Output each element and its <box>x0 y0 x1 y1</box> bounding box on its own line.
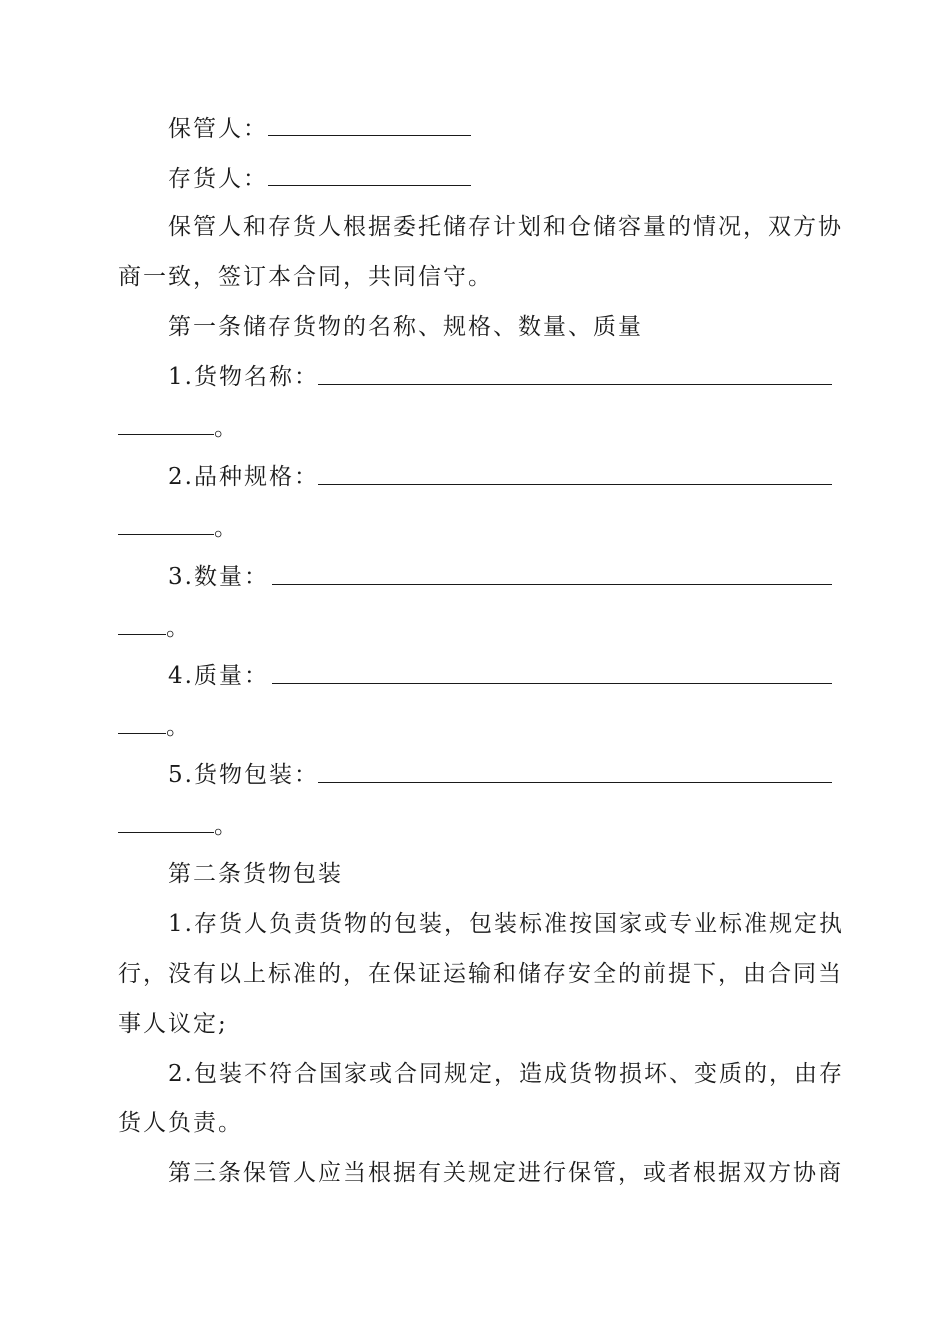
intro-line-2: 商一致，签订本合同，共同信守。 <box>118 264 493 290</box>
item-4-continuation <box>118 711 191 742</box>
article-2-title: 第二条货物包装 <box>168 861 343 887</box>
item-2-period: 。 <box>214 515 239 541</box>
article-1-title: 第一条储存货物的名称、规格、数量、质量 <box>168 314 643 340</box>
item-2-continuation <box>118 512 239 543</box>
item-1-label: 1.货物名称： <box>168 364 319 390</box>
item-4-blank-2[interactable] <box>118 711 166 734</box>
item-5-label: 5.货物包装： <box>168 762 319 788</box>
item-3-label: 3.数量： <box>168 564 269 590</box>
item-1-continuation <box>118 412 239 443</box>
item-1-blank[interactable] <box>318 362 832 385</box>
item-2-label: 2.品种规格： <box>168 464 319 490</box>
item-2-blank-2[interactable] <box>118 512 214 535</box>
article-3-line-1: 第三条保管人应当根据有关规定进行保管，或者根据双方协商 <box>168 1160 843 1186</box>
item-3-line <box>168 562 269 592</box>
item-1-period: 。 <box>214 415 239 441</box>
item-3-blank-2[interactable] <box>118 612 166 635</box>
article-2-para-2-line-2: 货人负责。 <box>118 1110 243 1136</box>
item-1-blank-2[interactable] <box>118 412 214 435</box>
article-2-para-2-line-1: 2.包装不符合国家或合同规定，造成货物损坏、变质的，由存 <box>168 1061 844 1087</box>
item-2-blank[interactable] <box>318 462 832 485</box>
item-3-blank[interactable] <box>272 562 832 585</box>
item-3-period: 。 <box>166 615 191 641</box>
item-2-line <box>168 462 319 492</box>
item-4-period: 。 <box>166 714 191 740</box>
depositor-line <box>168 163 471 194</box>
item-4-label: 4.质量： <box>168 663 269 689</box>
depositor-label: 存货人： <box>168 166 268 192</box>
custodian-line <box>168 113 471 144</box>
item-5-blank-2[interactable] <box>118 810 214 833</box>
item-1-line <box>168 362 319 392</box>
item-4-line <box>168 661 269 691</box>
item-5-blank[interactable] <box>318 760 832 783</box>
item-5-period: 。 <box>214 813 239 839</box>
item-5-line <box>168 760 319 790</box>
custodian-blank[interactable] <box>268 113 471 136</box>
depositor-blank[interactable] <box>268 163 471 186</box>
article-2-para-1-line-2: 行，没有以上标准的，在保证运输和储存安全的前提下，由合同当 <box>118 961 843 987</box>
article-2-para-1-line-3: 事人议定; <box>118 1011 228 1037</box>
custodian-label: 保管人： <box>168 116 268 142</box>
item-4-blank[interactable] <box>272 661 832 684</box>
intro-line-1: 保管人和存货人根据委托储存计划和仓储容量的情况，双方协 <box>168 214 843 240</box>
article-2-para-1-line-1: 1.存货人负责货物的包装，包装标准按国家或专业标准规定执 <box>168 911 844 937</box>
item-3-continuation <box>118 612 191 643</box>
item-5-continuation <box>118 810 239 841</box>
